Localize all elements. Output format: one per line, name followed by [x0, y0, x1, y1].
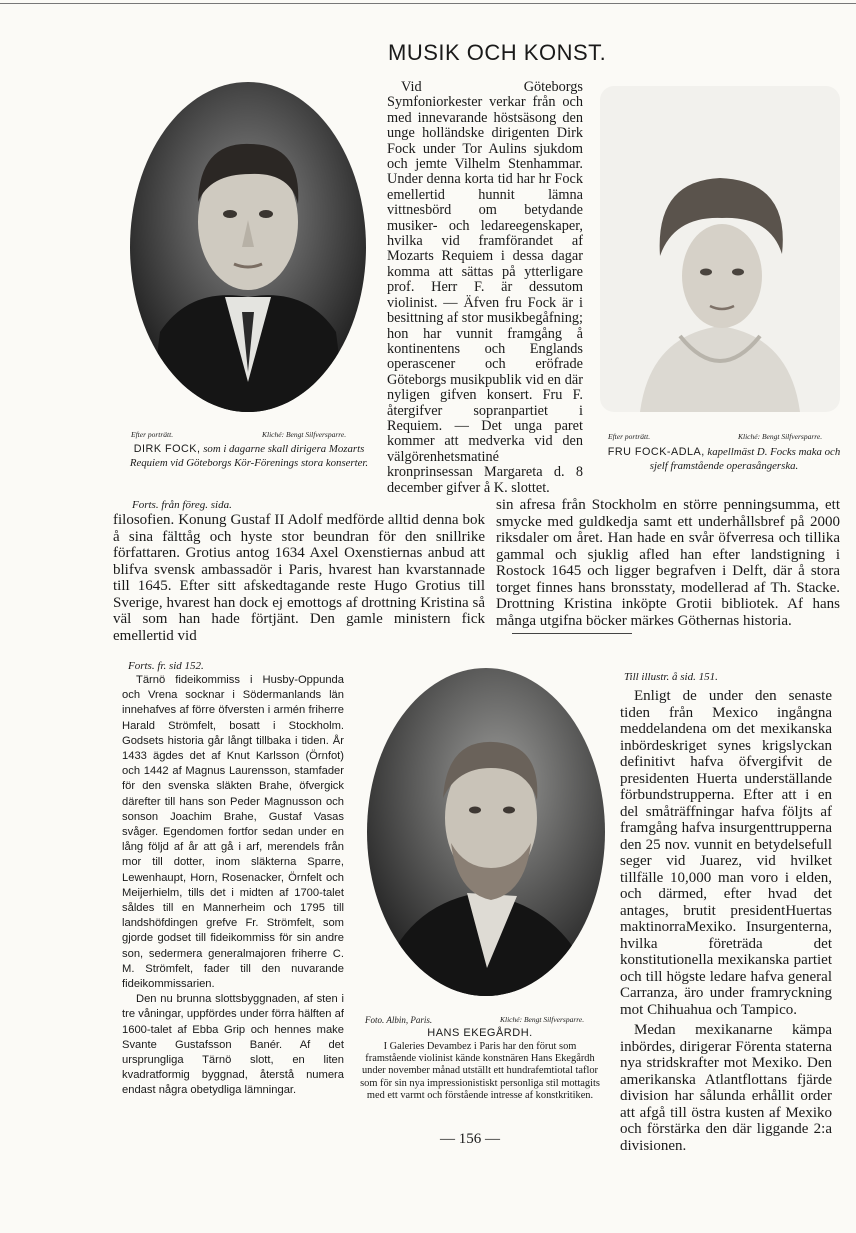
caption-hans-ekegardh-text: I Galeries Devambez i Paris har den förut som framstående violinist kände konstnären Hans Ekegårdh under november månad utställt ett hundrafemtiotal taflor som för sin nya impressionistiskt personliga stil mottagits med ett varmt och förstående intresse af konstkritiken. [360, 1041, 600, 1101]
credit-left-cliche: Kliché: Bengt Silfversparre. [262, 430, 347, 439]
portrait-hans-ekegardh [367, 668, 605, 996]
credit-center-photographer: Foto. Albin, Paris. [365, 1015, 433, 1025]
music-article [387, 79, 583, 496]
caption-fru-fock-text: kapellmäst D. Focks maka och sjelf framstående operasångerska. [649, 446, 841, 472]
mexico-paragraph-1: Enligt de under den senaste tiden från Mexico ingångna meddelandena om det mexikanska inbördeskriget synes krigslyckan definitivt hafva öfvergifvit de presidenten Huerta underställande förbundstrupperna. Efter att i en del småträffningar hafva följts af framgång hafva insurgenttrupperna den 25 nov. vunnit en betydelsefull seger vid Juarez, vid hvilket tillfälle 10,000 man voro i elden, och därmed, efter hvad det antages, brutit presidentHuertas maktinorraMexiko. Insurgenterna, hvilka företräda det konstitutionella mexikanska partiet och till högste ledare hafva general Carranza, äro under framryckning mot Chihuahua och Tampico. [620, 688, 832, 1018]
section-divider [512, 633, 632, 634]
tarno-paragraph-2: Den nu brunna slottsbyggnaden, af sten i tre våningar, uppfördes under förra hälften af 1600-talet af Ebba Grip och hennes make Svante Gustafsson Banér. Af det ursprungliga Tärnö slott, en liten kvadratformig byggnad, återstå numera endast några obetydliga lämningar. [122, 993, 344, 1097]
grotius-right-column [496, 497, 840, 629]
credit-right-cliche: Kliché: Bengt Silfversparre. [738, 432, 823, 441]
section-heading: MUSIK OCH KONST. [388, 40, 607, 65]
caption-dirk-fock [118, 443, 380, 470]
tarno-paragraph-1: Tärnö fideikommiss i Husby-Oppunda och Vrena socknar i Södermanlands län innehafves af förre öfversten i armén friherre Harald Strömfelt, bosatt i Stockholm. Godsets historia går långt tillbaka i tiden. År 1433 ägdes det af Knut Karlsson (Örnfot) och 1442 af Magnus Laurensson, stamfader för den svenska släkten Brahe, öfvergick därefter till hans son Peder Magnusson och sonson Joachim Brahe, Gustaf Vasas svåger. Egendomen fortfor sedan under en lång följd af år att gå i arf, merendels från mor till dotter, inom släkterna Sparre, Lewenhaupt, Horn, Rosenacker, Örnfelt och Meijerhielm, tills det i midten af 1700-talet såldes till en Mannerheim och 1795 till landshöfdingen grefve Fr. Strömfelt, som gjorde godset till fideikommiss för sin andre son, sedermera generalmajoren friherre C. M. Strömfelt, fader till den nuvarande fideikommissarien. [122, 674, 344, 991]
grotius-left-text: filosofien. Konung Gustaf II Adolf medförde alltid denna bok å sina fälttåg och hyste stor beundran för den snillrike författaren. Grotius antog 1634 Axel Oxenstiernas anbud att blifva svensk ambassadör i Paris, hvarest han kvarstannade till 1645. Efter sitt afskedtagande reste Hugo Grotius till Sverige, hvarest han dock ej emottogs af drottning Kristina så väl som han hade förtjänt. Den gamle ministern fick emellertid vid [113, 512, 485, 644]
portrait-dirk-fock [130, 82, 366, 412]
music-article-text: Vid Göteborgs Symfoniorkester verkar från och med innevarande höstsäsong den unge holländske dirigenten Dirk Fock under Tor Aulins sjukdom och jemte Vilhelm Stenhammar. Under denna korta tid har hr Fock emellertid hunnit lämna vittnesbörd om betydande musiker- och ledareegenskaper, hvilka vid framförandet af Mozarts Requiem i dessa dagar komma att sättas på ytterligare prof. Herr F. är dessutom violinist. — Äfven fru Fock är i besittning af stor musikbegåfning; hon har vunnit framgång å kontinentens och Englands operascener och eröfrade Göteborgs musikpublik vid en där nyligen gifven konsert. Fru F. återgifver sopranpartiet i Requiem. — Det unga paret kommer att medverka vid den välgörenhetsmatiné kronprinsessan Margareta d. 8 december gifver å K. slottet. [387, 79, 583, 496]
credit-center-cliche: Kliché: Bengt Silfversparre. [500, 1015, 585, 1024]
grotius-left-column [113, 512, 485, 644]
caption-fru-fock-name: FRU FOCK-ADLA, [607, 446, 705, 458]
top-rule [0, 3, 856, 4]
mexico-paragraph-2: Medan mexikanarne kämpa inbördes, dirigerar Förenta staterna nya stridskrafter mot Mexiko. Den amerikanska Atlantflottans fjärde division har sålunda erhållit order att afgå till östra kusten af Mexiko och förstärka den där liggande 2:a divisionen. [620, 1022, 832, 1154]
grotius-right-text: sin afresa från Stockholm en större penningsumma, ett smycke med guldkedja samt ett underhållsbref på 2000 riksdaler om året. Han hade en svår öfverresa och tillika gammal och sjuklig afled han efter landstigning i Rostock 1645 och ligger begrafven i Delft, där å stora torget finnes hans bronsstaty, modellerad af Th. Stacke. Drottning Kristina inköpte Grotii bibliotek. Af hans många utgifna böcker märkes Göthernas historia. [496, 497, 840, 629]
caption-dirk-fock-text: som i dagarne skall dirigera Mozarts Requiem vid Göteborgs Kör-Förenings stora konserter. [129, 443, 369, 469]
tarno-continuation-ref: Forts. fr. sid 152. [128, 660, 204, 672]
portrait-dirk-fock-image [130, 82, 366, 412]
portrait-fru-fock [600, 86, 840, 412]
mexico-continuation-ref: Till illustr. å sid. 151. [624, 671, 718, 683]
caption-dirk-fock-name: DIRK FOCK, [133, 443, 201, 455]
caption-hans-ekegardh-name: HANS EKEGÅRDH. [427, 1027, 533, 1039]
portrait-hans-ekegardh-image [367, 668, 605, 996]
credit-right-photographer: Efter porträtt. [608, 432, 651, 441]
grotius-continuation-ref: Forts. från föreg. sida. [132, 499, 232, 511]
mexico-article [620, 688, 832, 1154]
credit-left-photographer: Efter porträtt. [131, 430, 174, 439]
page-number: — 156 — [440, 1131, 500, 1147]
tarno-article [122, 673, 344, 1099]
portrait-fru-fock-image [600, 86, 840, 412]
caption-fru-fock [600, 446, 848, 473]
